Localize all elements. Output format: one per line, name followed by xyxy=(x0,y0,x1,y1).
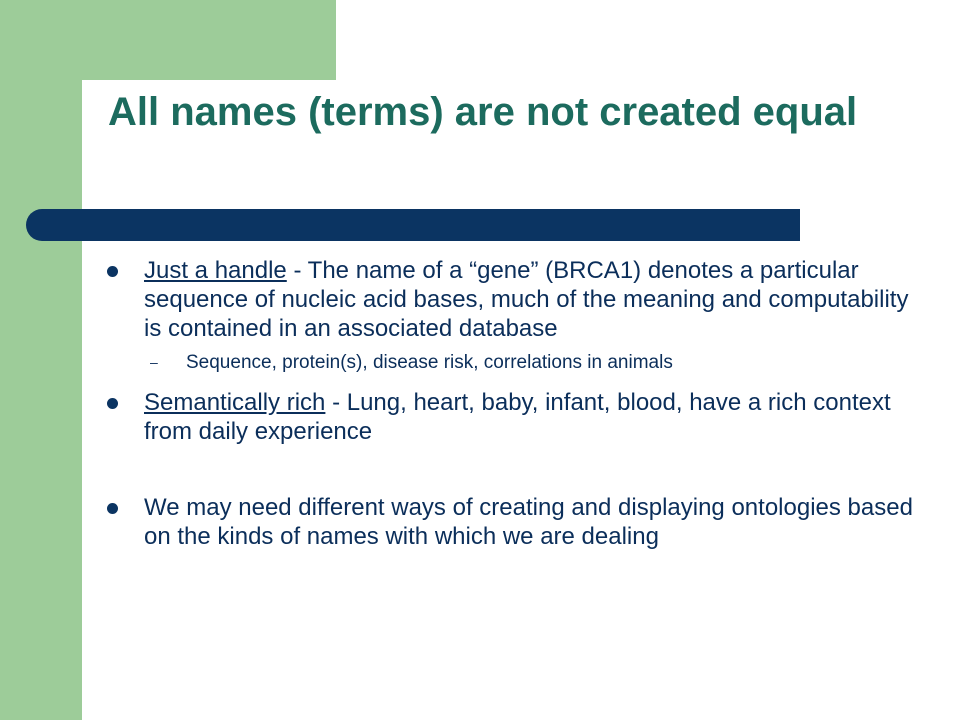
bullet-dot-icon xyxy=(107,266,118,277)
bullet-item-different-ways xyxy=(104,493,914,551)
bullet-text: We may need different ways of creating and displaying ontologies based on the kinds of names with which we are dealing xyxy=(144,494,913,550)
bullet-item-just-a-handle xyxy=(104,256,914,343)
bullet-term: Semantically rich xyxy=(144,389,326,416)
dash-icon: – xyxy=(150,354,158,370)
bullet-dot-icon xyxy=(107,503,118,514)
bullet-list xyxy=(104,256,914,551)
sub-bullet-text: Sequence, protein(s), disease risk, correlations in animals xyxy=(186,352,673,373)
title-underline-bar xyxy=(26,209,800,241)
bullet-item-semantically-rich xyxy=(104,388,914,446)
slide-title: All names (terms) are not created equal xyxy=(108,90,858,134)
decorative-green-top-band xyxy=(0,0,336,80)
bullet-text: - The name of a “gene” (BRCA1) denotes a particular sequence of nucleic acid bases, much of the meaning and computability is contained in an associated database xyxy=(144,257,909,342)
bullet-term: Just a handle xyxy=(144,257,287,284)
bullet-dot-icon xyxy=(107,398,118,409)
sub-bullet-item xyxy=(104,351,914,374)
bullet-text: - Lung, heart, baby, infant, blood, have a rich context from daily experience xyxy=(144,389,891,445)
decorative-green-sidebar xyxy=(0,0,82,720)
